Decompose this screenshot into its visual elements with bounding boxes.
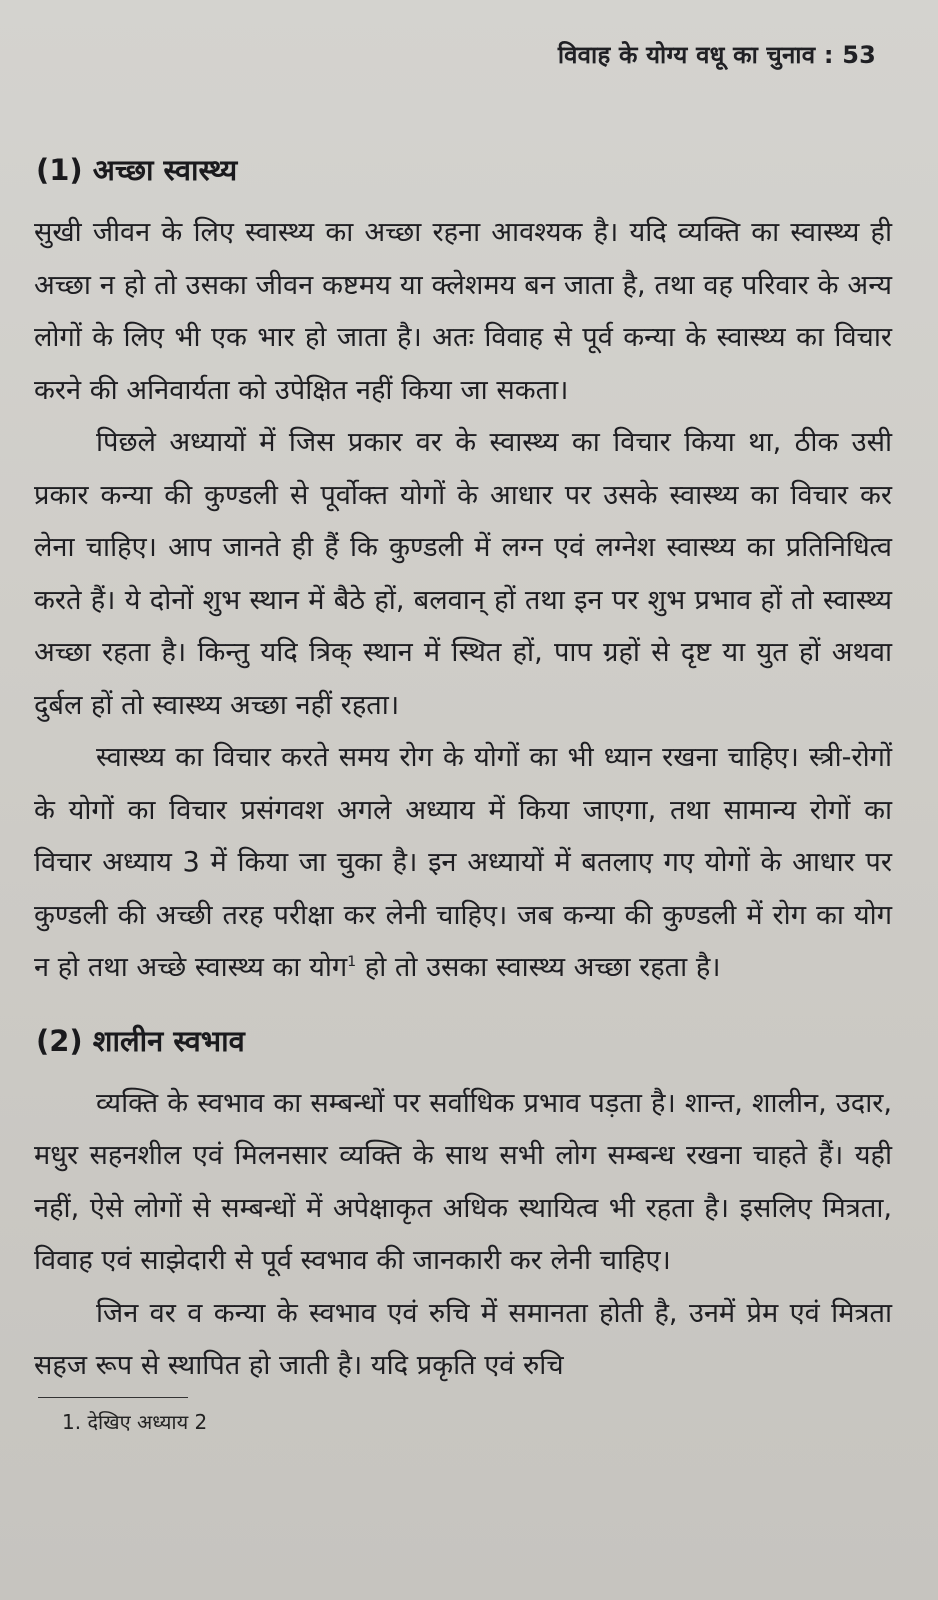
paragraph: पिछले अध्यायों में जिस प्रकार वर के स्वास्थ्य का विचार किया था, ठीक उसी प्रकार कन्या की कुण्डली से पूर्वोक्त योगों के आधार पर उसके स्वास्थ्य का विचार कर लेना चाहिए। आप जानते ही हैं कि कुण्डली में लग्न एवं लग्नेश स्वास्थ्य का प्रतिनिधित्व करते हैं। ये दोनों शुभ स्थान में बैठे हों, बलवान् हों तथा इन पर शुभ प्रभाव हों तो स्वास्थ्य अच्छा रहता है। किन्तु यदि त्रिक् स्थान में स्थित हों, पाप ग्रहों से दृष्ट या युत हों अथवा दुर्बल हों तो स्वास्थ्य अच्छा नहीं रहता। [34,427,892,721]
paragraph-text: स्वास्थ्य का विचार करते समय रोग के योगों का भी ध्यान रखना चाहिए। स्त्री-रोगों के योगों का विचार प्रसंगवश अगले अध्याय में किया जाएगा, तथा सामान्य रोगों का विचार अध्याय 3 में किया जा चुका है। इन अध्यायों में बतलाए गए योगों के आधार पर कुण्डली की अच्छी तरह परीक्षा कर लेनी चाहिए। जब कन्या की कुण्डली में रोग का योग न हो तथा अच्छे स्वास्थ्य का योग [34,742,892,983]
page-content [34,150,892,1435]
paragraph: जिन वर व कन्या के स्वभाव एवं रुचि में समानता होती है, उनमें प्रेम एवं मित्रता सहज रूप से स्थापित हो जाती है। यदि प्रकृति एवं रुचि [34,1297,892,1381]
paragraph: व्यक्ति के स्वभाव का सम्बन्धों पर सर्वाधिक प्रभाव पड़ता है। शान्त, शालीन, उदार, मधुर सहनशील एवं मिलनसार व्यक्ति के साथ सभी लोग सम्बन्ध रखना चाहते हैं। यही नहीं, ऐसे लोगों से सम्बन्धों में अपेक्षाकृत अधिक स्थायित्व भी रहता है। इसलिए मित्रता, विवाह एवं साझेदारी से पूर्व स्वभाव की जानकारी कर लेनी चाहिए। [34,1087,892,1276]
footnote-divider [38,1397,188,1398]
section-heading-temperament: (2) शालीन स्वभाव [36,1023,245,1058]
paragraph-text: हो तो उसका स्वास्थ्य अच्छा रहता है। [356,952,721,983]
paragraph: सुखी जीवन के लिए स्वास्थ्य का अच्छा रहना आवश्यक है। यदि व्यक्ति का स्वास्थ्य ही अच्छा न हो तो उसका जीवन कष्टमय या क्लेशमय बन जाता है, तथा वह परिवार के अन्य लोगों के लिए भी एक भार हो जाता है। अतः विवाह से पूर्व कन्या के स्वास्थ्य का विचार करने की अनिवार्यता को उपेक्षित नहीं किया जा सकता। [34,217,892,406]
page-number: : 53 [823,41,876,69]
running-header [558,38,876,71]
section-heading-health: (1) अच्छा स्वास्थ्य [36,153,238,187]
footnote: 1. देखिए अध्याय 2 [62,1409,208,1434]
footnote-marker: 1 [347,953,357,970]
paragraph [34,732,892,995]
running-title: विवाह के योग्य वधू का चुनाव [557,41,816,69]
